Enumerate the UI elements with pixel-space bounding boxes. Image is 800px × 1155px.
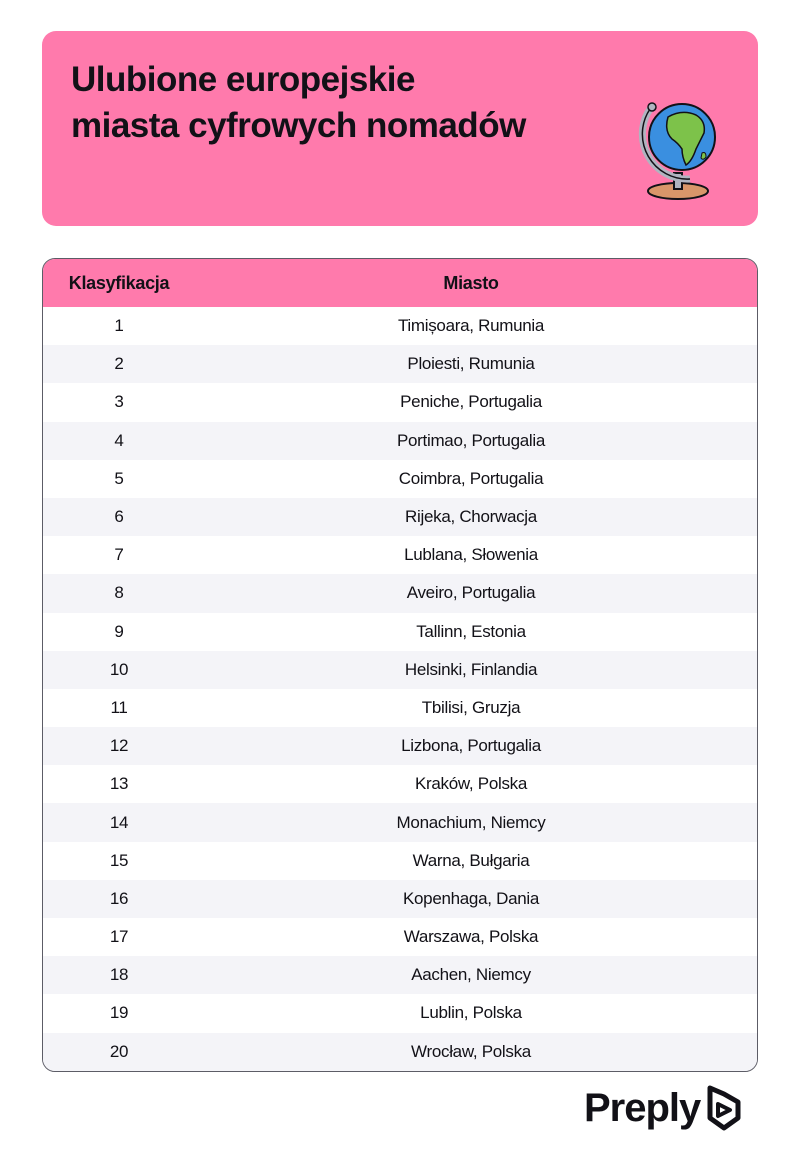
rank-cell: 17 <box>109 927 129 947</box>
city-cell: Aveiro, Portugalia <box>406 583 536 603</box>
table-row <box>43 307 757 345</box>
city-cell: Ploiesti, Rumunia <box>407 354 535 374</box>
city-cell: Peniche, Portugalia <box>400 392 542 412</box>
city-cell: Tallinn, Estonia <box>416 621 526 641</box>
city-cell: Rijeka, Chorwacja <box>405 507 537 527</box>
table-row <box>43 536 757 574</box>
rank-cell: 1 <box>114 316 124 336</box>
rank-cell: 5 <box>114 468 124 488</box>
table-row <box>43 994 757 1032</box>
table-row <box>43 383 757 421</box>
column-header-rank: Klasyfikacja <box>68 272 170 293</box>
city-cell: Warna, Bułgaria <box>412 850 530 870</box>
table-row <box>43 956 757 994</box>
rank-cell: 14 <box>109 812 129 832</box>
city-cell: Lublin, Polska <box>420 1003 522 1023</box>
table-row <box>43 574 757 612</box>
city-cell: Portimao, Portugalia <box>396 430 546 450</box>
table-row <box>43 1033 757 1071</box>
table-row <box>43 727 757 765</box>
title-line-1: Ulubione europejskie <box>71 60 415 99</box>
table-row <box>43 918 757 956</box>
preply-logo <box>584 1084 744 1132</box>
table-body <box>43 307 757 1071</box>
table-row <box>43 765 757 803</box>
rank-cell: 10 <box>109 659 129 679</box>
city-cell: Timișoara, Rumunia <box>397 316 545 336</box>
table-row <box>43 460 757 498</box>
rank-cell: 7 <box>114 545 124 565</box>
globe-icon <box>630 69 720 204</box>
table-row <box>43 803 757 841</box>
city-cell: Monachium, Niemcy <box>396 812 546 832</box>
city-cell: Aachen, Niemcy <box>411 965 531 985</box>
table-row <box>43 345 757 383</box>
rank-cell: 11 <box>110 697 128 717</box>
table-row <box>43 498 757 536</box>
rank-cell: 8 <box>114 583 124 603</box>
city-cell: Kraków, Polska <box>414 774 528 794</box>
page-title <box>71 57 526 149</box>
table-row <box>43 689 757 727</box>
title-line-2: miasta cyfrowych nomadów <box>71 106 526 145</box>
rank-cell: 16 <box>109 888 129 908</box>
rank-cell: 2 <box>114 354 124 374</box>
city-cell: Lizbona, Portugalia <box>401 736 541 756</box>
rank-cell: 15 <box>109 850 129 870</box>
column-header-city: Miasto <box>443 272 499 293</box>
table-row <box>43 842 757 880</box>
city-cell: Tbilisi, Gruzja <box>421 697 521 717</box>
title-card <box>42 31 758 226</box>
rank-cell: 4 <box>114 430 124 450</box>
table-row <box>43 651 757 689</box>
logo-text: Preply <box>584 1085 701 1130</box>
table-row <box>43 422 757 460</box>
city-cell: Coimbra, Portugalia <box>398 468 544 488</box>
rank-cell: 9 <box>114 621 124 641</box>
city-cell: Warszawa, Polska <box>403 927 539 947</box>
table-row <box>43 880 757 918</box>
preply-logo-icon <box>704 1084 744 1132</box>
rank-cell: 3 <box>114 392 124 412</box>
city-cell: Wrocław, Polska <box>411 1041 531 1061</box>
table-header <box>43 259 757 307</box>
ranking-table <box>42 258 758 1072</box>
city-cell: Kopenhaga, Dania <box>402 888 540 908</box>
city-cell: Lublana, Słowenia <box>404 545 538 565</box>
rank-cell: 12 <box>109 736 129 756</box>
table-row <box>43 613 757 651</box>
rank-cell: 6 <box>114 507 124 527</box>
rank-cell: 18 <box>109 965 129 985</box>
rank-cell: 19 <box>109 1003 129 1023</box>
rank-cell: 13 <box>109 774 129 794</box>
rank-cell: 20 <box>109 1041 129 1061</box>
city-cell: Helsinki, Finlandia <box>404 659 538 679</box>
